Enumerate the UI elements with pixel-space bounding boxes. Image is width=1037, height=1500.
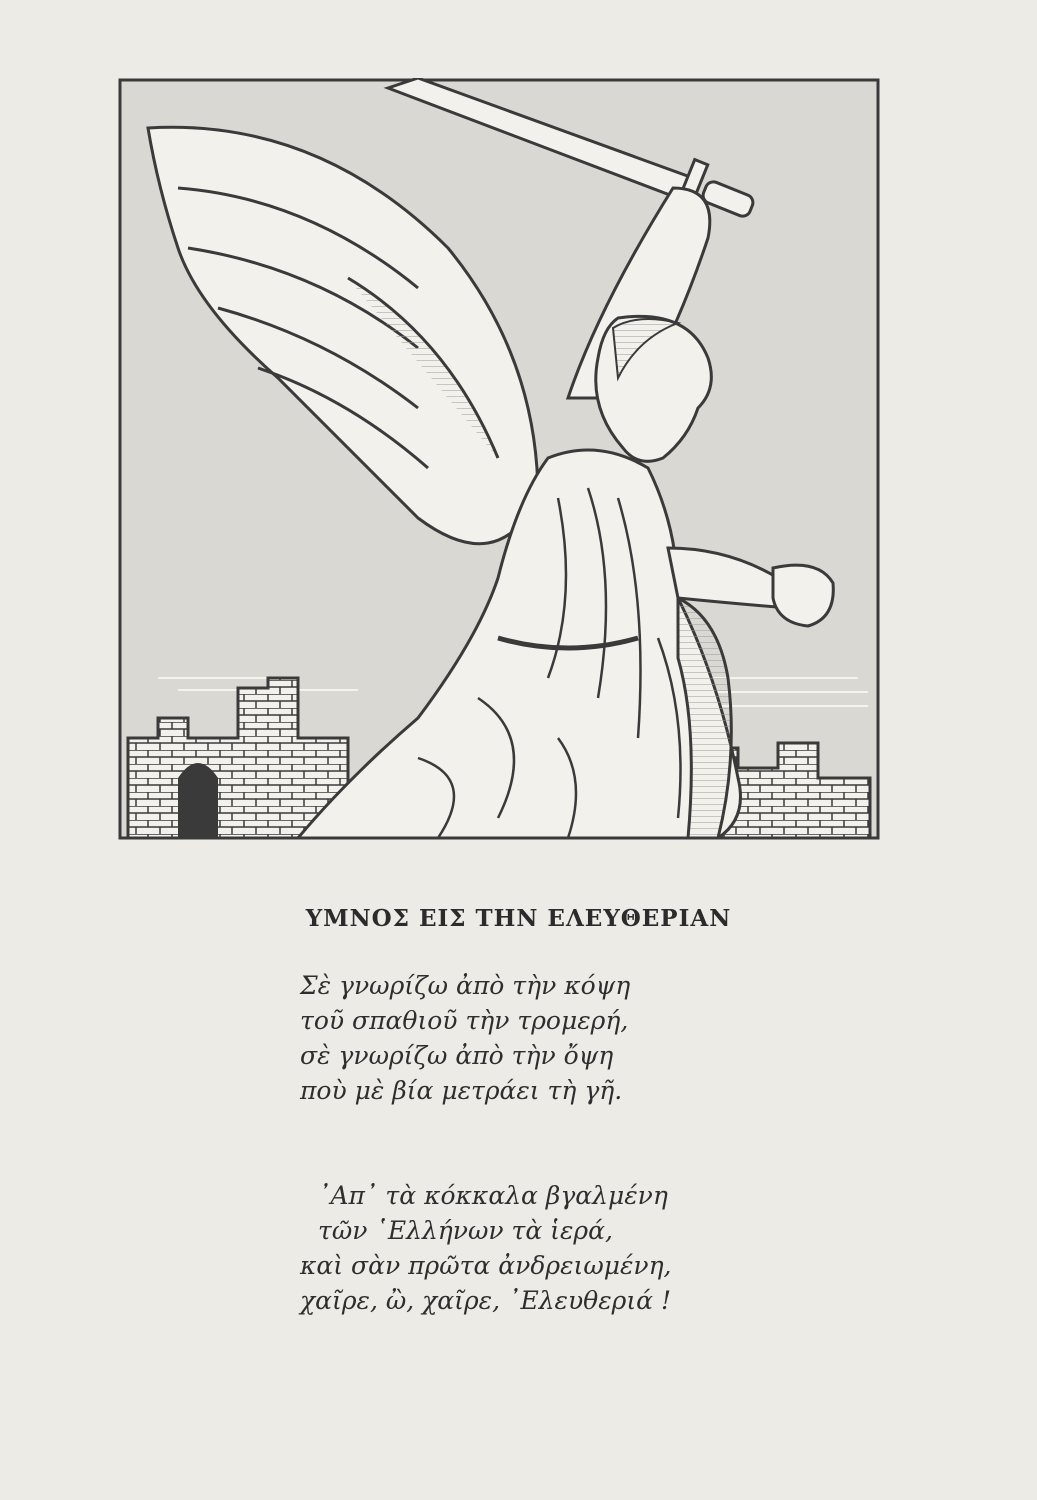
verse-line: τοῦ σπαθιοῦ τὴν τρομερή,: [300, 1006, 629, 1035]
verse-line: καὶ σὰν πρῶτα ἀνδρειωμένη,: [300, 1251, 672, 1280]
verse-line: σὲ γνωρίζω ἀπὸ τὴν ὄψη: [300, 1041, 614, 1070]
verse-line: ποὺ μὲ βία μετράει τὴ γῆ.: [300, 1076, 623, 1105]
liberty-engraving: [118, 78, 880, 840]
stanza-2: [300, 1178, 820, 1318]
poem-title: ΥΜΝΟΣ ΕΙΣ ΤΗΝ ΕΛΕΥΘΕΡΙΑΝ: [305, 905, 732, 932]
verse-line: Σὲ γνωρίζω ἀπὸ τὴν κόψη: [300, 971, 631, 1000]
verse-line: χαῖρε, ὢ, χαῖρε, ᾿Ελευθεριά !: [300, 1286, 672, 1315]
fist: [773, 565, 833, 626]
verse-line: ᾿Απ᾿ τὰ κόκκαλα βγαλμένη: [318, 1181, 668, 1210]
stanza-1: [300, 968, 820, 1108]
verse-line: τῶν ῾Ελλήνων τὰ ἱερά,: [318, 1216, 613, 1245]
liberty-illustration: [118, 78, 880, 840]
